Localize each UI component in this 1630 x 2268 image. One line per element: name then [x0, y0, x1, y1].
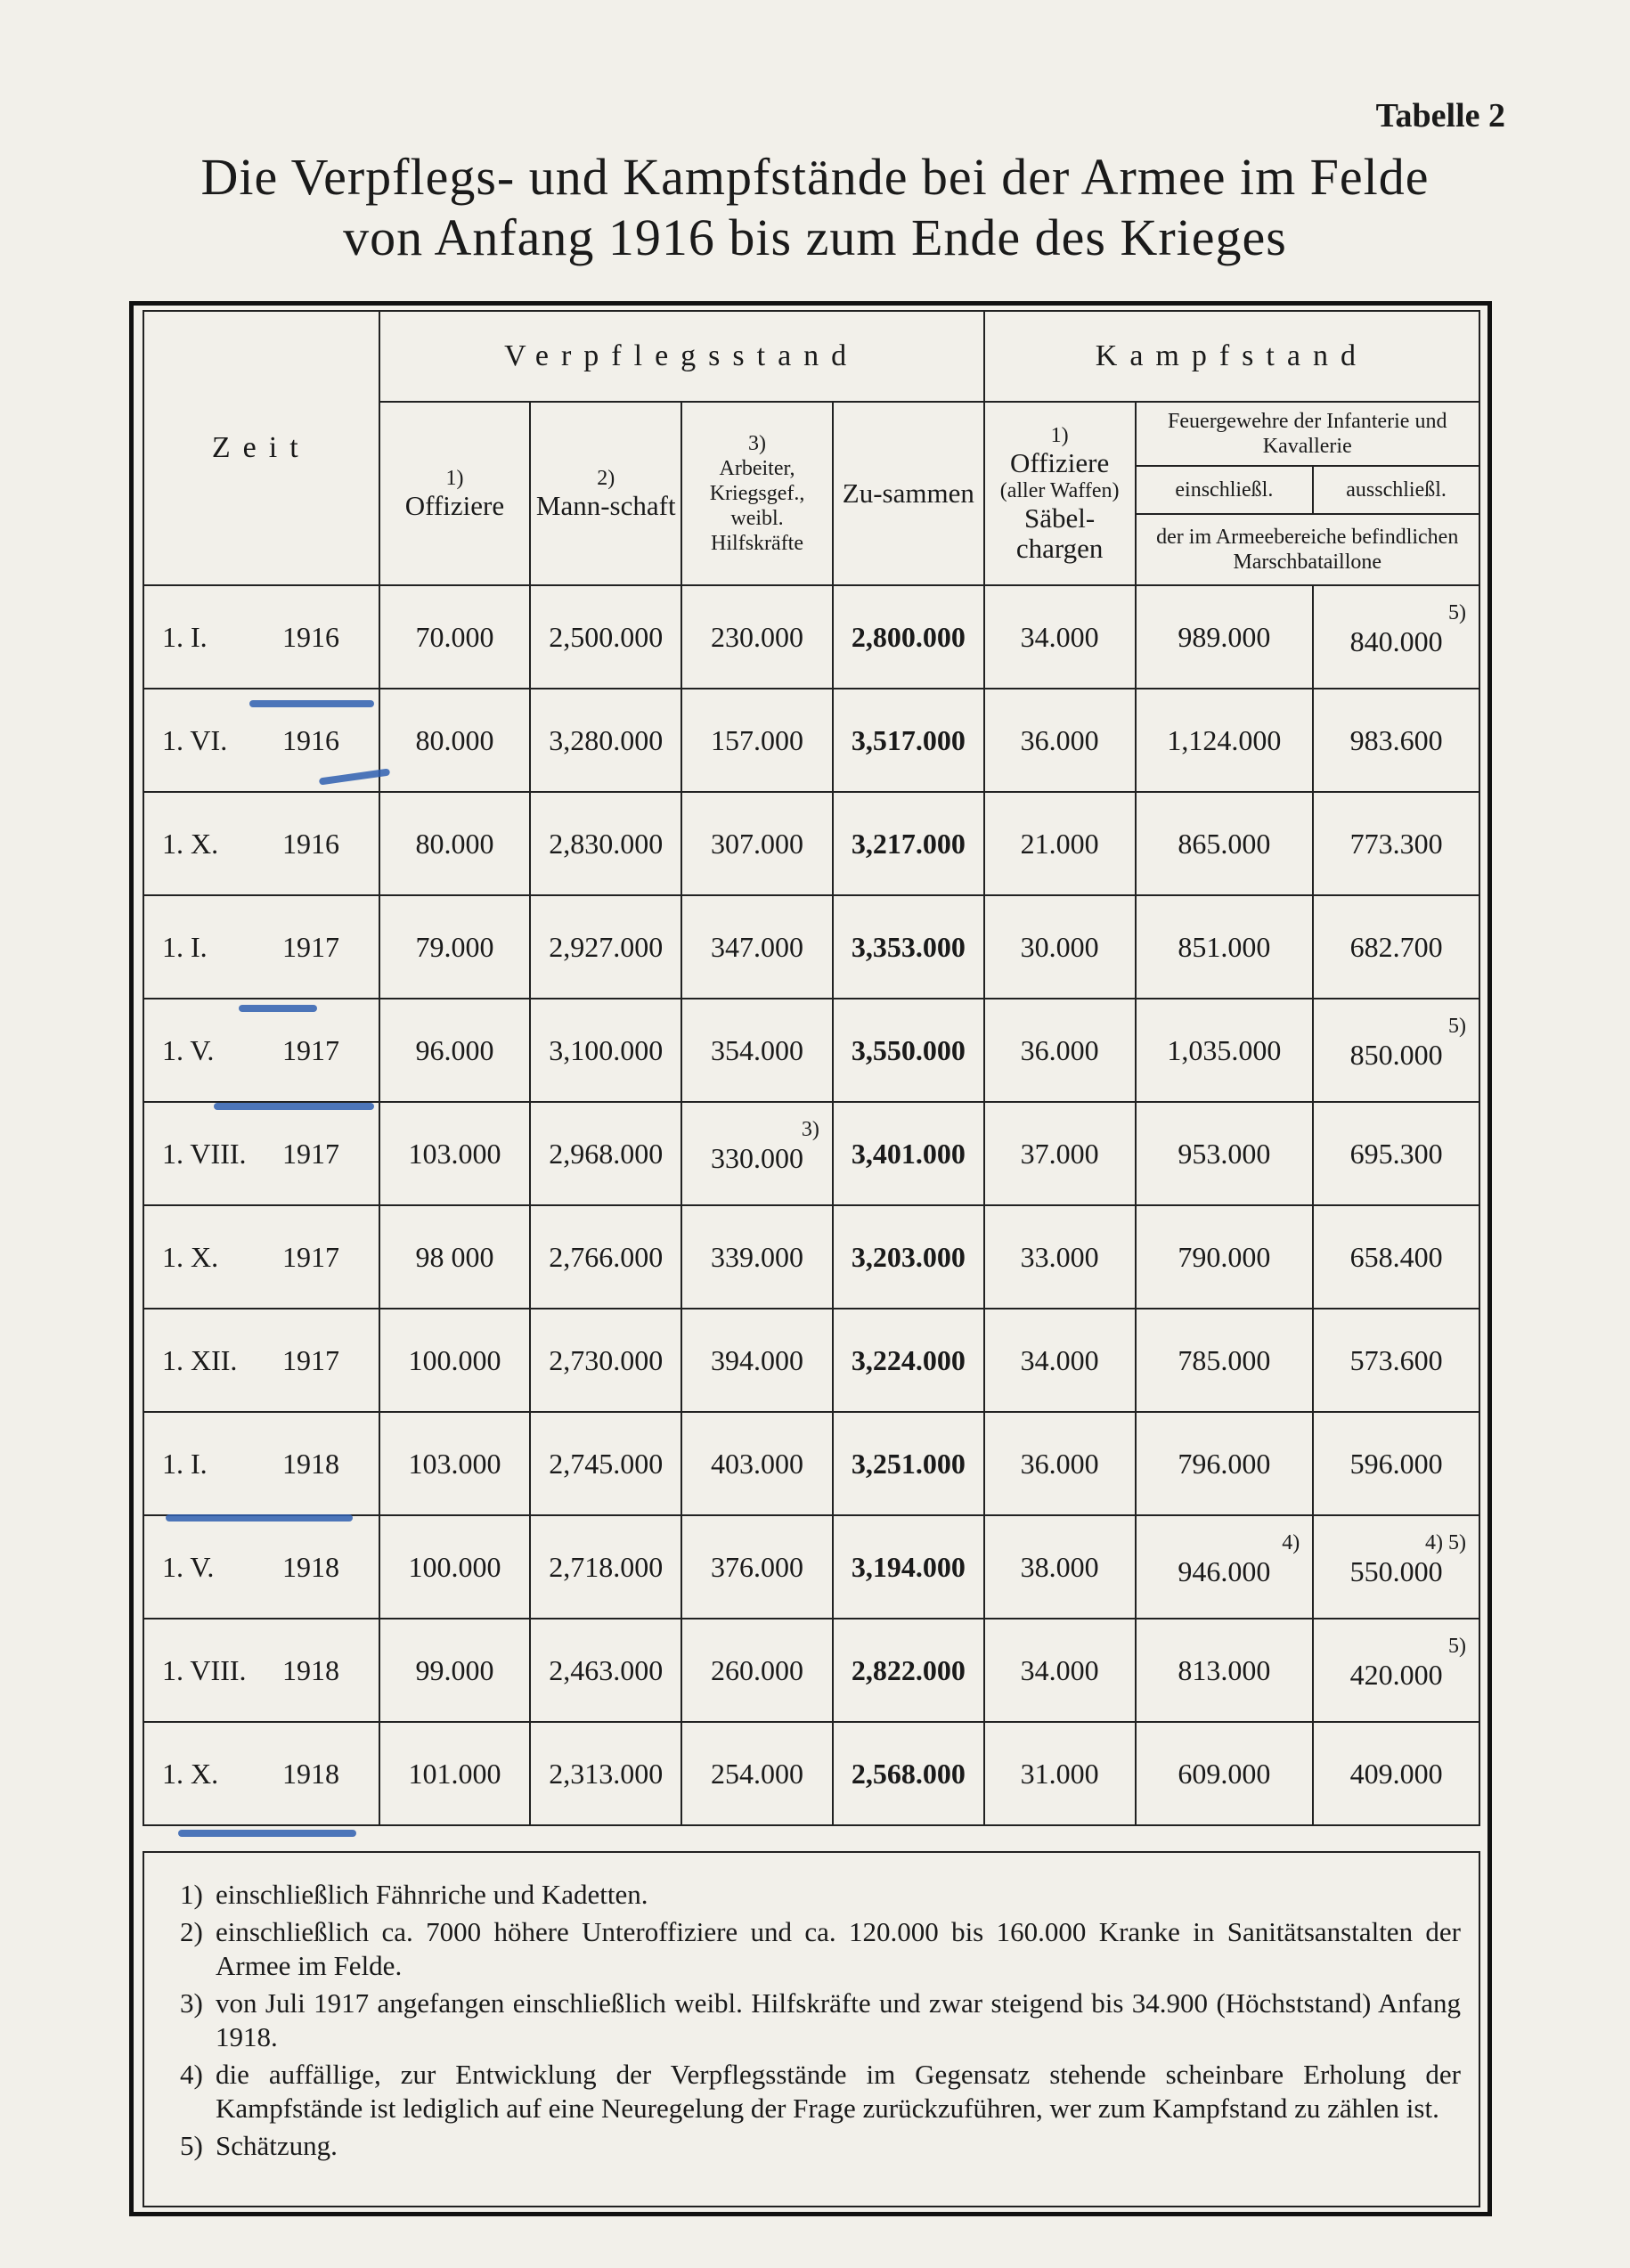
arbeiter-cell: 403.000 — [681, 1412, 833, 1515]
mannschaft-cell: 2,313.000 — [530, 1722, 681, 1825]
zeit-cell: 1. X. 1918 — [143, 1722, 379, 1825]
einschliesslich-cell: 1,124.000 — [1136, 689, 1314, 792]
arbeiter-cell: 230.000 — [681, 585, 833, 689]
einschliesslich-cell: 813.000 — [1136, 1619, 1314, 1722]
page-title — [0, 147, 1630, 268]
zusammen-header: Zu-sammen — [833, 402, 984, 585]
zeit-cell: 1. V. 1917 — [143, 999, 379, 1102]
mannschaft-cell: 2,927.000 — [530, 895, 681, 999]
zeit-cell: 1. V. 1918 — [143, 1515, 379, 1619]
footnote-ref: 3) — [801, 1117, 819, 1141]
table-number-label: Tabelle 2 — [1375, 97, 1505, 135]
pen-mark — [249, 700, 374, 707]
offiziere-cell: 100.000 — [379, 1309, 531, 1412]
zeit-cell: 1. X. 1917 — [143, 1205, 379, 1309]
feuergewehre-header: Feuergewehre der Infanterie und Kavallerie — [1136, 402, 1480, 466]
offiziere-aller-waffen-cell: 36.000 — [984, 689, 1136, 792]
offiziere-cell: 101.000 — [379, 1722, 531, 1825]
zeit-cell: 1. I. 1916 — [143, 585, 379, 689]
offiziere-aller-waffen-cell: 30.000 — [984, 895, 1136, 999]
ausschliesslich-cell: 682.700 — [1313, 895, 1479, 999]
arbeiter-cell: 307.000 — [681, 792, 833, 895]
mannschaft-cell: 2,500.000 — [530, 585, 681, 689]
einschliesslich-cell: 953.000 — [1136, 1102, 1314, 1205]
offiziere-aller-waffen-header: 1) Offiziere (aller Waffen) Säbel-chargen — [984, 402, 1136, 585]
footnote-item: 3) von Juli 1917 angefangen einschließlich weibl. Hilfskräfte und zwar steigend bis 34.900 (Höchststand) Anfang 1918. — [180, 1987, 1461, 2052]
zusammen-cell: 3,194.000 — [833, 1515, 984, 1619]
kampfstand-header: Kampfstand — [984, 311, 1479, 402]
pen-mark — [178, 1830, 356, 1837]
table-row — [143, 585, 1479, 689]
offiziere-header: 1) Offiziere — [379, 402, 531, 585]
ausschliesslich-cell: 5) 420.000 — [1313, 1619, 1479, 1722]
ausschliesslich-header: ausschließl. — [1313, 466, 1479, 514]
footnote-ref: 5) — [1448, 1014, 1466, 1038]
einschliesslich-cell: 851.000 — [1136, 895, 1314, 999]
mannschaft-header: 2) Mann-schaft — [530, 402, 681, 585]
ausschliesslich-cell: 658.400 — [1313, 1205, 1479, 1309]
mannschaft-cell: 2,730.000 — [530, 1309, 681, 1412]
table-row — [143, 1722, 1479, 1825]
footnote-item: 5) Schätzung. — [180, 2130, 338, 2161]
einschliesslich-cell: 609.000 — [1136, 1722, 1314, 1825]
offiziere-aller-waffen-cell: 37.000 — [984, 1102, 1136, 1205]
table-row — [143, 1102, 1479, 1205]
footnote-ref: 4) 5) — [1425, 1530, 1466, 1554]
ausschliesslich-cell: 573.600 — [1313, 1309, 1479, 1412]
zeit-cell: 1. I. 1918 — [143, 1412, 379, 1515]
offiziere-cell: 103.000 — [379, 1412, 531, 1515]
zeit-cell: 1. VIII. 1918 — [143, 1619, 379, 1722]
offiziere-aller-waffen-cell: 36.000 — [984, 1412, 1136, 1515]
pen-mark — [214, 1103, 374, 1110]
footnote-ref: 5) — [1448, 600, 1466, 624]
zeit-cell: 1. VIII. 1917 — [143, 1102, 379, 1205]
zeit-cell: 1. I. 1917 — [143, 895, 379, 999]
ausschliesslich-cell: 983.600 — [1313, 689, 1479, 792]
table-row — [143, 895, 1479, 999]
arbeiter-cell: 260.000 — [681, 1619, 833, 1722]
offiziere-cell: 80.000 — [379, 689, 531, 792]
einschliesslich-cell: 989.000 — [1136, 585, 1314, 689]
offiziere-cell: 70.000 — [379, 585, 531, 689]
mannschaft-cell: 2,745.000 — [530, 1412, 681, 1515]
zusammen-cell: 2,822.000 — [833, 1619, 984, 1722]
zeit-header: Zeit — [143, 311, 379, 585]
zusammen-cell: 3,550.000 — [833, 999, 984, 1102]
offiziere-cell: 96.000 — [379, 999, 531, 1102]
pen-mark — [239, 1005, 317, 1012]
einschliesslich-cell: 1,035.000 — [1136, 999, 1314, 1102]
mannschaft-cell: 3,100.000 — [530, 999, 681, 1102]
offiziere-aller-waffen-cell: 34.000 — [984, 585, 1136, 689]
ausschliesslich-cell: 596.000 — [1313, 1412, 1479, 1515]
table-row — [143, 999, 1479, 1102]
arbeiter-cell: 354.000 — [681, 999, 833, 1102]
einschliesslich-cell: 4) 946.000 — [1136, 1515, 1314, 1619]
marschbataillone-header: der im Armeebereiche befindlichen Marschbataillone — [1136, 514, 1480, 585]
arbeiter-cell: 339.000 — [681, 1205, 833, 1309]
zusammen-cell: 3,517.000 — [833, 689, 984, 792]
ausschliesslich-cell: 773.300 — [1313, 792, 1479, 895]
ausschliesslich-cell: 695.300 — [1313, 1102, 1479, 1205]
table-row — [143, 1205, 1479, 1309]
zusammen-cell: 2,568.000 — [833, 1722, 984, 1825]
offiziere-cell: 100.000 — [379, 1515, 531, 1619]
zusammen-cell: 3,203.000 — [833, 1205, 984, 1309]
mannschaft-cell: 2,766.000 — [530, 1205, 681, 1309]
table-row — [143, 1412, 1479, 1515]
offiziere-cell: 103.000 — [379, 1102, 531, 1205]
offiziere-aller-waffen-cell: 31.000 — [984, 1722, 1136, 1825]
offiziere-cell: 79.000 — [379, 895, 531, 999]
zusammen-cell: 3,353.000 — [833, 895, 984, 999]
ausschliesslich-cell: 5) 850.000 — [1313, 999, 1479, 1102]
zeit-cell: 1. XII. 1917 — [143, 1309, 379, 1412]
offiziere-aller-waffen-cell: 34.000 — [984, 1309, 1136, 1412]
zeit-cell: 1. X. 1916 — [143, 792, 379, 895]
einschliesslich-cell: 790.000 — [1136, 1205, 1314, 1309]
table-row — [143, 792, 1479, 895]
offiziere-cell: 98 000 — [379, 1205, 531, 1309]
footnotes — [143, 1851, 1480, 2207]
zusammen-cell: 3,224.000 — [833, 1309, 984, 1412]
footnote-item: 4) die auffällige, zur Entwicklung der Verpflegsstände im Gegensatz stehende scheinbare Erholung der Kampfstände ist lediglich auf eine Neuregelung der Frage zurückzuführen, wer zum Kampfstand zu zählen ist. — [180, 2059, 1461, 2124]
table-frame — [129, 301, 1492, 2216]
einschliesslich-header: einschließl. — [1136, 466, 1314, 514]
ausschliesslich-cell: 409.000 — [1313, 1722, 1479, 1825]
footnote-ref: 4) — [1282, 1530, 1300, 1554]
table-row — [143, 1515, 1479, 1619]
zeit-cell: 1. VI. 1916 — [143, 689, 379, 792]
arbeiter-cell: 394.000 — [681, 1309, 833, 1412]
table-row — [143, 1309, 1479, 1412]
verpflegsstand-header: Verpflegsstand — [379, 311, 984, 402]
mannschaft-cell: 2,830.000 — [530, 792, 681, 895]
offiziere-aller-waffen-cell: 34.000 — [984, 1619, 1136, 1722]
footnote-item: 1) einschließlich Fähnriche und Kadetten. — [180, 1879, 648, 1910]
offiziere-aller-waffen-cell: 33.000 — [984, 1205, 1136, 1309]
einschliesslich-cell: 785.000 — [1136, 1309, 1314, 1412]
arbeiter-cell: 157.000 — [681, 689, 833, 792]
table-body — [143, 585, 1479, 1825]
zusammen-cell: 3,401.000 — [833, 1102, 984, 1205]
zusammen-cell: 3,251.000 — [833, 1412, 984, 1515]
zusammen-cell: 2,800.000 — [833, 585, 984, 689]
arbeiter-cell: 254.000 — [681, 1722, 833, 1825]
mannschaft-cell: 2,968.000 — [530, 1102, 681, 1205]
offiziere-cell: 80.000 — [379, 792, 531, 895]
offiziere-cell: 99.000 — [379, 1619, 531, 1722]
data-table — [143, 310, 1480, 1826]
mannschaft-cell: 3,280.000 — [530, 689, 681, 792]
offiziere-aller-waffen-cell: 21.000 — [984, 792, 1136, 895]
ausschliesslich-cell: 4) 5) 550.000 — [1313, 1515, 1479, 1619]
offiziere-aller-waffen-cell: 36.000 — [984, 999, 1136, 1102]
footnote-ref: 5) — [1448, 1634, 1466, 1658]
table-row — [143, 1619, 1479, 1722]
arbeiter-cell: 3) 330.000 — [681, 1102, 833, 1205]
mannschaft-cell: 2,463.000 — [530, 1619, 681, 1722]
mannschaft-cell: 2,718.000 — [530, 1515, 681, 1619]
zusammen-cell: 3,217.000 — [833, 792, 984, 895]
offiziere-aller-waffen-cell: 38.000 — [984, 1515, 1136, 1619]
footnote-item: 2) einschließlich ca. 7000 höhere Unteroffiziere und ca. 120.000 bis 160.000 Kranke in Sanitätsanstalten der Armee im Felde. — [180, 1916, 1461, 1981]
arbeiter-header: 3) Arbeiter, Kriegsgef., weibl. Hilfskräfte — [681, 402, 833, 585]
ausschliesslich-cell: 5) 840.000 — [1313, 585, 1479, 689]
pen-mark — [166, 1514, 353, 1522]
arbeiter-cell: 347.000 — [681, 895, 833, 999]
einschliesslich-cell: 865.000 — [1136, 792, 1314, 895]
einschliesslich-cell: 796.000 — [1136, 1412, 1314, 1515]
arbeiter-cell: 376.000 — [681, 1515, 833, 1619]
title-line-2: von Anfang 1916 bis zum Ende des Krieges — [343, 208, 1287, 266]
title-line-1: Die Verpflegs- und Kampfstände bei der Armee im Felde — [200, 148, 1430, 206]
